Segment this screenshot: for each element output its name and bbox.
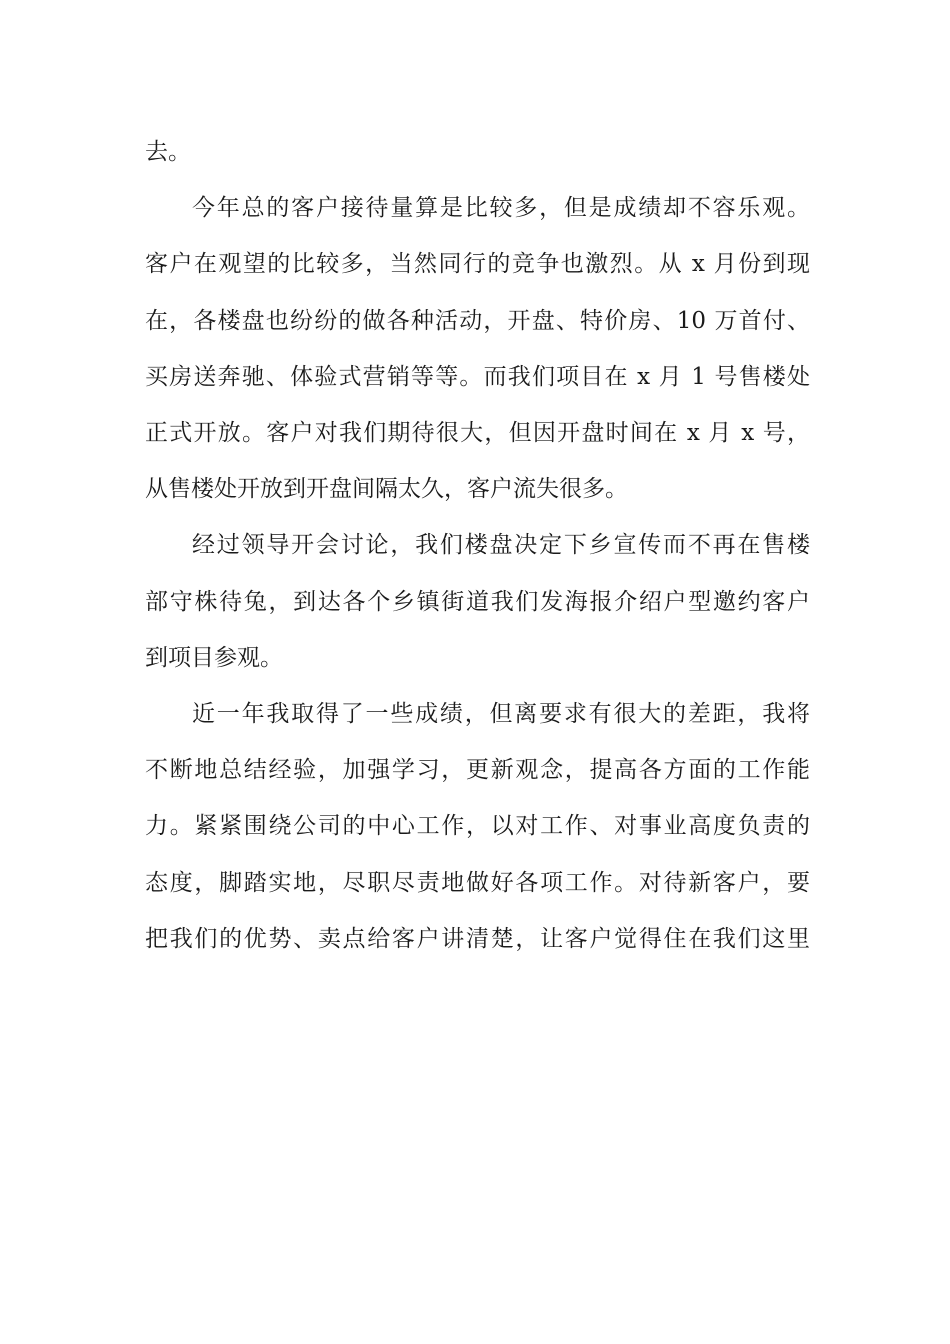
text-line: 把我们的优势、卖点给客户讲清楚，让客户觉得住在我们这里 <box>145 925 810 952</box>
text-line: 力。紧紧围绕公司的中心工作，以对工作、对事业高度负责的 <box>145 813 810 840</box>
text-line: 部守株待兔，到达各个乡镇街道我们发海报介绍户型邀约客户 <box>145 588 810 615</box>
text-line: 到项目参观。 <box>145 644 283 671</box>
text-line: 态度，脚踏实地，尽职尽责地做好各项工作。对待新客户，要 <box>145 869 810 896</box>
paragraph-first-line: 经过领导开会讨论，我们楼盘决定下乡宣传而不再在售楼 <box>192 532 810 559</box>
text-line: 正式开放。客户对我们期待很大，但因开盘时间在 x 月 x 号， <box>145 420 810 446</box>
text-line: 客户在观望的比较多，当然同行的竞争也激烈。从 x 月份到现 <box>145 251 810 278</box>
text-line: 不断地总结经验，加强学习，更新观念，提高各方面的工作能 <box>145 757 810 784</box>
text-line: 去。 <box>145 139 191 165</box>
paragraph-first-line: 今年总的客户接待量算是比较多，但是成绩却不容乐观。 <box>192 195 810 222</box>
text-line: 买房送奔驰、体验式营销等等。而我们项目在 x 月 1 号售楼处 <box>145 363 810 390</box>
text-line: 从售楼处开放到开盘间隔太久，客户流失很多。 <box>145 476 628 503</box>
text-line: 在，各楼盘也纷纷的做各种活动，开盘、特价房、10 万首付、 <box>145 307 810 334</box>
paragraph-first-line: 近一年我取得了一些成绩，但离要求有很大的差距，我将 <box>192 701 810 727</box>
